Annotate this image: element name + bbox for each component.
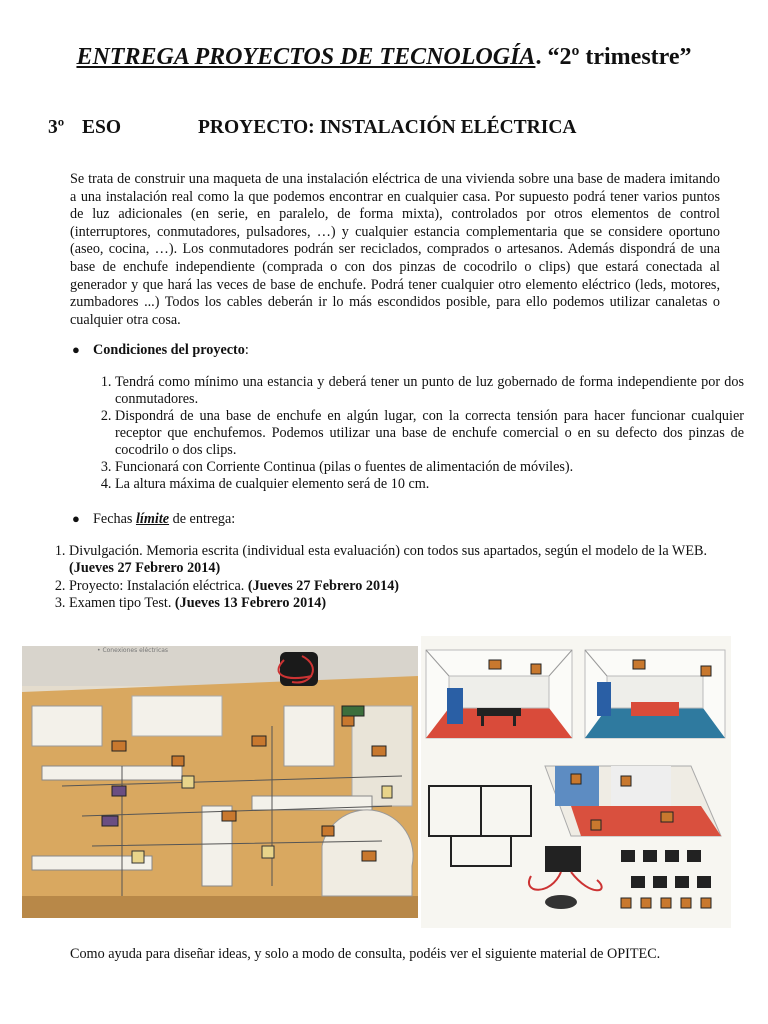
- condition-item: 4. La altura máxima de cualquier elemento será de 10 cm.: [115, 476, 744, 493]
- intro-paragraph: Se trata de construir una maqueta de una instalación eléctrica de una vivienda sobre una base de madera imitando a una instalación real como la que podemos encontrar en cualquier casa. Por supuesto podrá tener varios puntos de luz adicionales (en serie, en paralelo, de forma mixta), controlados por otros elementos de control (interruptores, conmutadores, pulsadores, …) y cualquier estancia complementaria que se considere oportuno (aseo, cocina, …). Los conmutadores podrán ser reciclados, comprados o artesanos. Además dispondrá de una base de enchufe independiente (comprada o con dos pinzas de cocodrilo o clips) que estará conectada al generador y que hará las veces de base de enchufe. Podrá tener cualquier otro elemento eléctrico (leds, motores, zumbadores ...) Todos los cables deberán ir lo más escondidos posible, para ello podemos utilizar canaletas o cualquier otra cosa.: [70, 171, 720, 328]
- deadline-item: 2. Proyecto: Instalación eléctrica. (Jueves 27 Febrero 2014): [69, 578, 749, 595]
- project-name: PROYECTO: INSTALACIÓN ELÉCTRICA: [198, 117, 577, 138]
- bullet-dot-icon: ●: [72, 342, 80, 357]
- deadline-item: 1. Divulgación. Memoria escrita (individual esta evaluación) con todos sus apartados, según el modelo de la WEB. (Jueves 27 Febrero 2014): [69, 543, 749, 578]
- deadlines-list: [45, 543, 749, 613]
- title-trimester: . “2º trimestre”: [535, 44, 692, 70]
- project-heading: [48, 117, 577, 139]
- deadlines-heading: Fechas límite de entrega:: [93, 511, 236, 527]
- course-level: ESO: [82, 117, 122, 138]
- opitec-note: Como ayuda para diseñar ideas, y solo a modo de consulta, podéis ver el siguiente material de OPITEC.: [70, 946, 661, 962]
- photo-caption: • Conexiones eléctricas: [97, 647, 169, 654]
- conditions-heading: Condiciones del proyecto:: [93, 342, 249, 358]
- title-main: ENTREGA PROYECTOS DE TECNOLOGÍA: [76, 44, 536, 70]
- bullet-dot-icon: ●: [72, 511, 80, 526]
- course-number: 3º: [48, 117, 65, 138]
- room-kit-1: [426, 650, 572, 738]
- room-kit-2: [585, 650, 725, 738]
- condition-item: 3. Funcionará con Corriente Continua (pilas o fuentes de alimentación de móviles).: [115, 459, 744, 476]
- room-kits-photo: [421, 636, 731, 928]
- house-model-photo: [22, 646, 418, 918]
- conditions-list: [91, 374, 744, 493]
- condition-item: 1. Tendrá como mínimo una estancia y deberá tener un punto de luz gobernado de forma independiente por dos conmutadores.: [115, 374, 744, 408]
- document-title: [0, 44, 768, 71]
- deadline-item: 3. Examen tipo Test. (Jueves 13 Febrero 2014): [69, 595, 749, 612]
- condition-item: 2. Dispondrá de una base de enchufe en algún lugar, con la correcta tensión para hacer funcionar cualquier receptor que enchufemos. Podemos utilizar una base de enchufe comercial o en su defecto dos pinzas de cocodrilo o dos clips.: [115, 408, 744, 459]
- house-kit: [545, 766, 721, 836]
